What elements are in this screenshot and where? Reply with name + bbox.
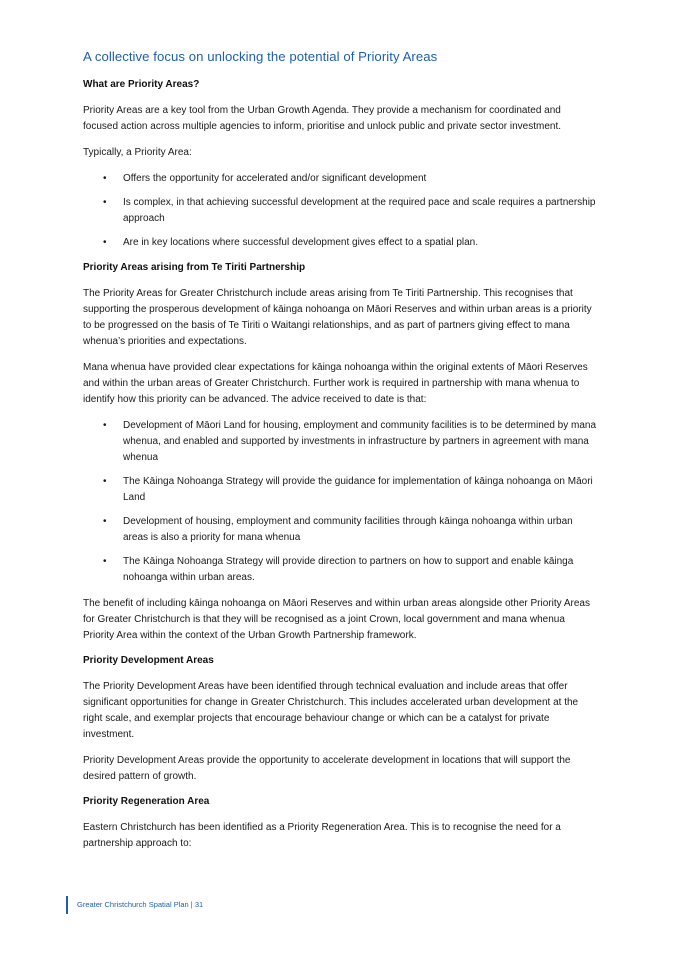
page-footer (66, 896, 203, 914)
paragraph: Priority Areas are a key tool from the Urban Growth Agenda. They provide a mechanism for coordinated and focused action across multiple agencies to inform, prioritise and unlock public and private sector investment. (83, 105, 562, 132)
list-item-text: Development of Māori Land for housing, employment and community facilities is to be determined by mana whenua, and enabled and supported by investments in infrastructure by partners in agreement with mana whenua (123, 420, 597, 463)
paragraph: Priority Development Areas provide the opportunity to accelerate development in locations that will support the desired pattern of growth. (83, 755, 571, 782)
list-item (83, 474, 598, 506)
paragraph: Mana whenua have provided clear expectations for kāinga nohoanga within the original extents of Māori Reserves and within the urban areas of Greater Christchurch. Further work is required in partnership with mana whenua to identify how this priority can be advanced. The advice received to date is that: (83, 362, 588, 405)
footer-accent-bar (66, 896, 68, 914)
bullet-icon: • (103, 173, 107, 184)
list-item-text: Offers the opportunity for accelerated and/or significant development (123, 173, 427, 184)
heading-priority-regeneration-area: Priority Regeneration Area (83, 796, 210, 807)
list-item (83, 235, 598, 251)
list-item (83, 418, 598, 466)
bullet-icon: • (103, 197, 107, 208)
bullet-icon: • (103, 476, 107, 487)
paragraph: The Priority Areas for Greater Christchurch include areas arising from Te Tiriti Partnership. This recognises that supporting the prosperous development of kāinga nohoanga on Māori Reserves and within urban areas is a priority to be progressed on the basis of Te Tiriti o Waitangi relationships, and as part of partners giving effect to mana whenua’s priorities and expectations. (83, 288, 592, 347)
bullet-icon: • (103, 237, 107, 248)
paragraph: The benefit of including kāinga nohoanga on Māori Reserves and within urban areas alongside other Priority Areas for Greater Christchurch is that they will be recognised as a joint Crown, local government and mana whenua Priority Area within the context of the Urban Growth Partnership framework. (83, 598, 590, 641)
page-title: A collective focus on unlocking the potential of Priority Areas (83, 49, 438, 64)
paragraph: Typically, a Priority Area: (83, 147, 192, 158)
bullet-list (83, 171, 598, 251)
heading-priority-development-areas: Priority Development Areas (83, 655, 214, 666)
list-item-text: Development of housing, employment and community facilities through kāinga nohoanga within urban areas is also a priority for mana whenua (123, 516, 573, 543)
list-item (83, 171, 598, 187)
list-item (83, 514, 598, 546)
bullet-icon: • (103, 556, 107, 567)
bullet-icon: • (103, 420, 107, 431)
list-item-text: The Kāinga Nohoanga Strategy will provide direction to partners on how to support and enable kāinga nohoanga within urban areas. (123, 556, 574, 583)
list-item (83, 195, 598, 227)
list-item-text: Is complex, in that achieving successful development at the required pace and scale requires a partnership approach (123, 197, 596, 224)
paragraph: Eastern Christchurch has been identified as a Priority Regeneration Area. This is to recognise the need for a partnership approach to: (83, 822, 561, 849)
paragraph: The Priority Development Areas have been identified through technical evaluation and include areas that offer significant opportunities for change in Greater Christchurch. This includes accelerated urban development at the right scale, and exemplar projects that encourage behaviour change or which can be a catalyst for private investment. (83, 681, 579, 740)
heading-what-are-priority-areas: What are Priority Areas? (83, 79, 200, 90)
page-content (83, 48, 598, 862)
footer-text: Greater Christchurch Spatial Plan | 31 (77, 900, 204, 909)
list-item-text: The Kāinga Nohoanga Strategy will provide the guidance for implementation of kāinga nohoanga on Māori Land (123, 476, 593, 503)
list-item-text: Are in key locations where successful development gives effect to a spatial plan. (123, 237, 479, 248)
heading-te-tiriti-partnership: Priority Areas arising from Te Tiriti Partnership (83, 262, 306, 273)
bullet-icon: • (103, 516, 107, 527)
bullet-list (83, 418, 598, 586)
list-item (83, 554, 598, 586)
